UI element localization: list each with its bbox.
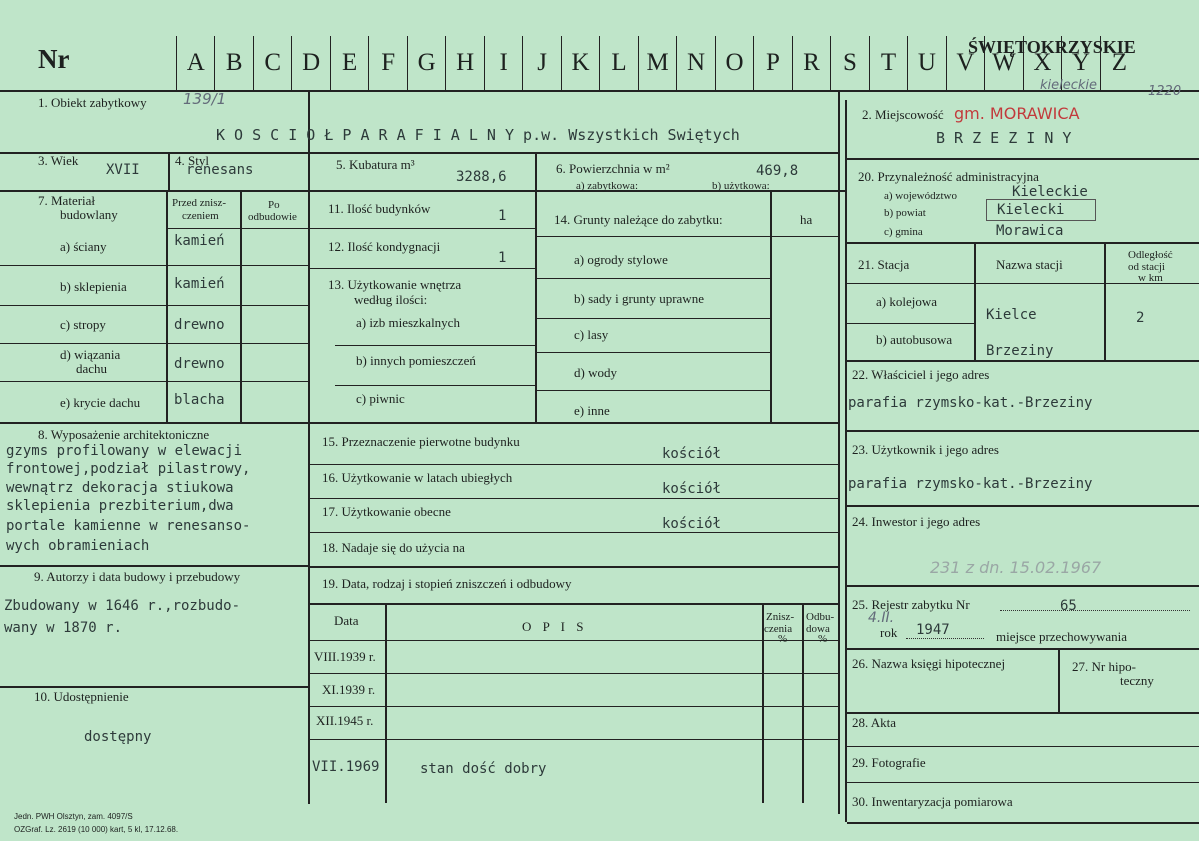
station-col-dist-3: w km bbox=[1138, 272, 1163, 284]
registry-label: 25. Rejestr zabytku Nr bbox=[852, 597, 970, 612]
owner-value: parafia rzymsko-kat.-Brzeziny bbox=[848, 395, 1093, 411]
equipment-line: portale kamienne w renesanso- bbox=[6, 518, 251, 534]
registry-year-dots bbox=[906, 638, 984, 639]
index-letter-cell: L bbox=[599, 36, 637, 90]
admin-label: 20. Przynależność administracyjna bbox=[858, 169, 1039, 184]
material-row-label: a) ściany bbox=[60, 239, 107, 254]
locality-value: B R Z E Z I N Y bbox=[936, 129, 1072, 147]
damage-label: 19. Data, rodzaj i stopień zniszczeń i odbudowy bbox=[322, 576, 572, 591]
material-label-2: budowlany bbox=[60, 207, 118, 222]
equipment-line: sklepienia prezbiterium,dwa bbox=[6, 498, 234, 514]
damage-col-reb-2: dowa bbox=[806, 623, 830, 635]
mortgage-nr-label-2: teczny bbox=[1120, 673, 1154, 688]
interior-label: 13. Użytkowanie wnętrza bbox=[328, 277, 462, 292]
current-use-value: kościół bbox=[662, 516, 722, 532]
object-label: 1. Obiekt zabytkowy bbox=[38, 95, 147, 110]
registry-dots bbox=[1000, 610, 1190, 611]
material-col-after-2: odbudowie bbox=[248, 211, 297, 223]
station-bus-label: b) autobusowa bbox=[876, 332, 953, 347]
interior-item: c) piwnic bbox=[356, 391, 405, 406]
material-row-value: kamień bbox=[174, 276, 225, 292]
damage-col-reb-3: % bbox=[818, 633, 828, 645]
damage-col-reb: Odbu- bbox=[806, 611, 835, 623]
style-value: renesans bbox=[186, 162, 254, 178]
access-value: dostępny bbox=[84, 729, 152, 745]
owner-label: 22. Właściciel i jego adres bbox=[852, 367, 990, 382]
land-label: 14. Grunty należące do zabytku: bbox=[554, 212, 723, 227]
handwritten-region-note: kieleckie bbox=[1040, 78, 1098, 93]
index-letter-cell: Z bbox=[1100, 36, 1138, 90]
index-letter-cell: G bbox=[407, 36, 445, 90]
footer-line: Jedn. PWH Olsztyn, zam. 4097/S bbox=[14, 812, 133, 821]
age-value: XVII bbox=[106, 162, 140, 178]
index-letter-cell: R bbox=[792, 36, 830, 90]
land-item: d) wody bbox=[574, 365, 617, 380]
damage-row-desc: stan dość dobry bbox=[420, 761, 547, 777]
index-letter-cell: C bbox=[253, 36, 291, 90]
equipment-line: frontowej,podział pilastrowy, bbox=[6, 461, 251, 477]
object-ref: 139/1 bbox=[183, 90, 227, 108]
damage-col-dmg-3: % bbox=[778, 633, 788, 645]
land-item: b) sady i grunty uprawne bbox=[574, 291, 704, 306]
index-letter-cell: N bbox=[676, 36, 714, 90]
material-row-label-2: dachu bbox=[76, 361, 108, 376]
material-row-label: b) sklepienia bbox=[60, 279, 127, 294]
object-value: K O S C I O Ł P A R A F I A L N Y p.w. Wszystkich Swiętych bbox=[216, 126, 740, 144]
admin-voivodeship-label: a) województwo bbox=[884, 190, 958, 202]
index-letter-cell: U bbox=[907, 36, 945, 90]
station-col-dist: Odległość bbox=[1128, 249, 1173, 261]
index-letter-cell: B bbox=[214, 36, 252, 90]
photos-label: 29. Fotografie bbox=[852, 755, 926, 770]
admin-commune-label: c) gmina bbox=[884, 226, 923, 238]
index-letter-cell: E bbox=[330, 36, 368, 90]
survey-label: 30. Inwentaryzacja pomiarowa bbox=[852, 794, 1013, 809]
damage-col-desc: O P I S bbox=[522, 619, 588, 634]
damage-row-date: XI.1939 r. bbox=[322, 682, 376, 697]
interior-item: a) izb mieszkalnych bbox=[356, 315, 460, 330]
damage-row-date: VII.1969 bbox=[312, 759, 380, 775]
mortgage-nr-label: 27. Nr hipo- bbox=[1072, 659, 1136, 674]
material-row-value: blacha bbox=[174, 392, 225, 408]
index-letter-cell: P bbox=[753, 36, 791, 90]
damage-row-date: VIII.1939 r. bbox=[314, 649, 376, 664]
index-letter-cell: D bbox=[291, 36, 329, 90]
station-rail-name: Kielce bbox=[986, 307, 1037, 323]
material-row-label: e) krycie dachu bbox=[60, 395, 141, 410]
material-col-before-2: czeniem bbox=[182, 210, 219, 222]
index-letter-cell: A bbox=[176, 36, 214, 90]
original-purpose-value: kościół bbox=[662, 446, 722, 462]
storeys-value: 1 bbox=[498, 250, 507, 266]
volume-value: 3288,6 bbox=[456, 169, 507, 185]
authors-line: wany w 1870 r. bbox=[4, 620, 123, 636]
nr-label: Nr bbox=[38, 44, 70, 74]
index-letter-cell: H bbox=[445, 36, 483, 90]
damage-col-dmg-2: czenia bbox=[764, 623, 793, 635]
material-label: 7. Materiał bbox=[38, 193, 96, 208]
index-letter-cell: M bbox=[638, 36, 676, 90]
original-purpose-label: 15. Przeznaczenie pierwotne budynku bbox=[322, 434, 520, 449]
age-label: 3. Wiek bbox=[38, 153, 79, 168]
material-row-value: drewno bbox=[174, 317, 225, 333]
files-label: 28. Akta bbox=[852, 715, 897, 730]
investor-faded-note: 231 z dn. 15.02.1967 bbox=[930, 558, 1102, 577]
index-letters bbox=[176, 36, 1138, 90]
index-letter-cell: W bbox=[984, 36, 1022, 90]
station-label: 21. Stacja bbox=[858, 257, 910, 272]
volume-label: 5. Kubatura m³ bbox=[336, 157, 415, 172]
registry-year-label: rok bbox=[880, 625, 898, 640]
admin-county-label: b) powiat bbox=[884, 207, 926, 219]
registry-year: 1947 bbox=[916, 622, 950, 638]
index-letter-cell: V bbox=[946, 36, 984, 90]
admin-county-value: Kielecki bbox=[986, 199, 1096, 221]
buildings-value: 1 bbox=[498, 208, 507, 224]
past-use-value: kościół bbox=[662, 481, 722, 497]
current-use-label: 17. Użytkowanie obecne bbox=[322, 504, 451, 519]
equipment-line: wych obramieniach bbox=[6, 538, 150, 554]
material-row-label: d) wiązania bbox=[60, 347, 121, 362]
storeys-label: 12. Ilość kondygnacji bbox=[328, 239, 441, 254]
station-col-dist-2: od stacji bbox=[1128, 261, 1165, 273]
investor-label: 24. Inwestor i jego adres bbox=[852, 514, 981, 529]
equipment-label: 8. Wyposażenie architektoniczne bbox=[38, 427, 210, 442]
material-col-after: Po bbox=[268, 199, 280, 211]
damage-row-date: XII.1945 r. bbox=[316, 713, 374, 728]
material-row-value: drewno bbox=[174, 356, 225, 372]
damage-col-date: Data bbox=[334, 613, 359, 628]
registry-nr: 65 bbox=[1060, 598, 1077, 614]
registry-place-label: miejsce przechowywania bbox=[996, 629, 1128, 644]
station-col-name: Nazwa stacji bbox=[996, 257, 1063, 272]
index-letter-cell: T bbox=[869, 36, 907, 90]
equipment-line: wewnątrz dekoracja stiukowa bbox=[6, 480, 234, 496]
station-bus-name: Brzeziny bbox=[986, 343, 1054, 359]
handwritten-number: 1220 bbox=[1148, 84, 1182, 99]
suitable-for-label: 18. Nadaje się do użycia na bbox=[322, 540, 465, 555]
access-label: 10. Udostępnienie bbox=[34, 689, 129, 704]
land-item: e) inne bbox=[574, 403, 610, 418]
authors-label: 9. Autorzy i data budowy i przebudowy bbox=[34, 569, 241, 584]
material-row-label: c) stropy bbox=[60, 317, 106, 332]
material-col-before: Przed znisz- bbox=[172, 197, 227, 209]
station-rail-dist: 2 bbox=[1136, 310, 1145, 326]
equipment-line: gzyms profilowany w elewacji bbox=[6, 443, 243, 459]
interior-label-2: według ilości: bbox=[354, 292, 428, 307]
land-unit: ha bbox=[800, 212, 813, 227]
damage-col-dmg: Znisz- bbox=[766, 611, 795, 623]
buildings-label: 11. Ilość budynków bbox=[328, 201, 431, 216]
index-letter-cell: O bbox=[715, 36, 753, 90]
admin-voivodeship-value: Kieleckie bbox=[1012, 184, 1088, 200]
material-row-value: kamień bbox=[174, 233, 225, 249]
interior-item: b) innych pomieszczeń bbox=[356, 353, 476, 368]
land-item: c) lasy bbox=[574, 327, 609, 342]
index-letter-cell: S bbox=[830, 36, 868, 90]
style-label: 4. Styl bbox=[175, 153, 209, 168]
station-rail-label: a) kolejowa bbox=[876, 294, 938, 309]
index-letter-cell: Y bbox=[1061, 36, 1099, 90]
area-sub-a: a) zabytkowa: bbox=[576, 180, 638, 192]
area-value: 469,8 bbox=[756, 163, 799, 179]
index-letter-cell: J bbox=[522, 36, 560, 90]
mortgage-book-label: 26. Nazwa księgi hipotecznej bbox=[852, 656, 1006, 671]
index-letter-cell: I bbox=[484, 36, 522, 90]
index-letter-cell: X bbox=[1023, 36, 1061, 90]
footer-line: OZGraf. Lz. 2619 (10 000) kart, 5 kl, 17.12.68. bbox=[14, 825, 179, 834]
admin-commune-value: Morawica bbox=[996, 223, 1064, 239]
user-label: 23. Użytkownik i jego adres bbox=[852, 442, 999, 457]
locality-label: 2. Miejscowość bbox=[862, 107, 944, 122]
authors-line: Zbudowany w 1646 r.,rozbudo- bbox=[4, 598, 241, 614]
land-item: a) ogrody stylowe bbox=[574, 252, 668, 267]
index-letter-cell: F bbox=[368, 36, 406, 90]
index-letter-cell: K bbox=[561, 36, 599, 90]
user-value: parafia rzymsko-kat.-Brzeziny bbox=[848, 476, 1093, 492]
registry-hand: 4.II. bbox=[868, 610, 895, 626]
locality-stamp: gm. MORAWICA bbox=[954, 104, 1080, 123]
area-sub-b: b) użytkowa: bbox=[712, 180, 770, 192]
past-use-label: 16. Użytkowanie w latach ubiegłych bbox=[322, 470, 513, 485]
area-label: 6. Powierzchnia w m² bbox=[556, 161, 670, 176]
region-title: ŚWIĘTOKRZYSKIE bbox=[968, 37, 1136, 57]
